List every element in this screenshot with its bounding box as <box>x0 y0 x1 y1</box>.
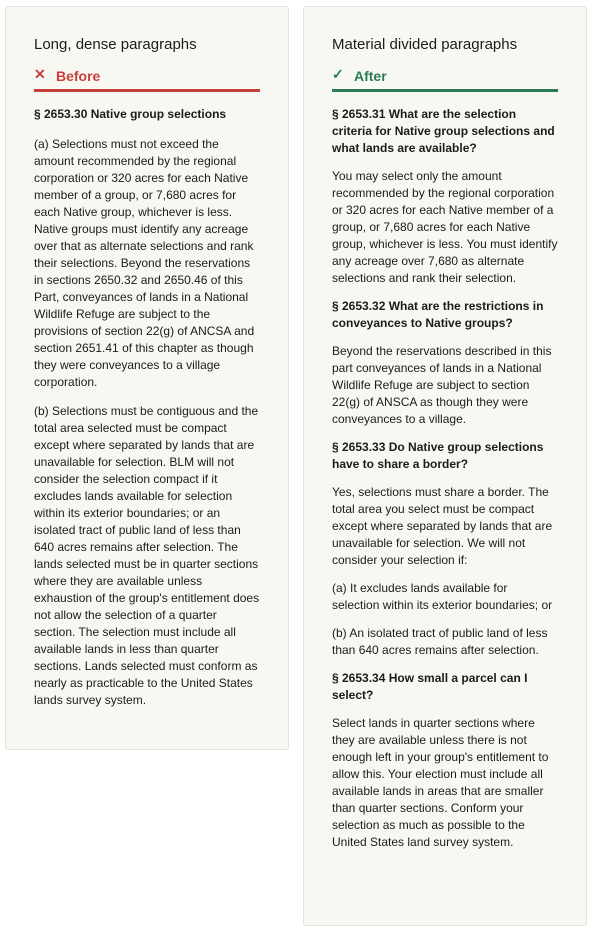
before-paragraph-a: (a) Selections must not exceed the amount recommended by the regional corporation or 320 acres for each Native member of a group, or 7,680 acres for each Native group, whichever is less. Native groups must identify any acreage over that as alternate selections and rank their selections. Beyond the reservations in sections 2650.32 and 2650.46 of this Part, conveyances of lands in a National Wildlife Refuge are subject to the provisions of section 22(g) of ANCSA and section 2651.41 of this chapter as though they were conveyances to a village corporation. <box>34 137 255 389</box>
after-status-label: After <box>354 68 387 84</box>
before-card-title: Long, dense paragraphs <box>34 36 197 53</box>
after-section-1-paragraph-1: You may select only the amount recommended by the regional corporation or 320 acres for each Native member of a group, or 7,680 acres for each Native group, whichever is less. You must identify any acreage over 7,680 as alternate selections and rank their selection. <box>332 169 558 285</box>
check-icon: ✓ <box>332 65 344 82</box>
before-paragraph-b: (b) Selections must be contiguous and the total area selected must be compact except where separated by lands that are unavailable for selection. BLM will not consider the selection compact if it excludes lands available for selection within its exterior boundaries; or an isolated tract of public land of less than 640 acres remains after selection. The lands selected must be in quarter sections where they are available unless exhaustion of the group's entitlement does not allow the selection of a quarter section. The selection must include all available lands in less than quarter sections. Lands selected must conform as nearly as practicable to the United States lands survey system. <box>34 404 260 707</box>
after-section-3-paragraph-3: (b) An isolated tract of public land of less than 640 acres remains after selection. <box>332 626 548 657</box>
after-section-heading-4: § 2653.34 How small a parcel can I select? <box>332 671 528 702</box>
before-section-heading: § 2653.30 Native group selections <box>34 107 227 121</box>
before-card <box>5 6 289 750</box>
after-card-title: Material divided paragraphs <box>332 36 518 53</box>
after-section-2-paragraph-1: Beyond the reservations described in this part conveyances of lands in a National Wildlife Refuge are subject to section 22(g) of ANSCA as though they were conveyances to a village. <box>332 344 552 426</box>
after-section-heading-1: § 2653.31 What are the selection criteria for Native group selections and what lands are available? <box>332 107 555 155</box>
after-card <box>303 6 587 926</box>
after-section-4-paragraph-1: Select lands in quarter sections where they are available unless there is not enough left in your group's entitlement to allow this. Your election must include all available lands in areas that are smaller than quarter sections. Conform your selection as much as possible to the United States land survey system. <box>332 716 549 849</box>
before-status-label: Before <box>56 68 101 84</box>
after-section-heading-2: § 2653.32 What are the restrictions in conveyances to Native groups? <box>332 299 544 330</box>
after-section-3-paragraph-1: Yes, selections must share a border. The total area you select must be compact except where separated by lands that are unavailable for selection. We will not consider your selection if: <box>332 485 553 567</box>
after-status <box>332 65 558 92</box>
after-section-3-paragraph-2: (a) It excludes lands available for selection within its exterior boundaries; or <box>332 581 553 612</box>
before-status <box>34 65 260 92</box>
after-section-heading-3: § 2653.33 Do Native group selections have to share a border? <box>332 440 544 471</box>
x-icon: ✕ <box>34 65 46 82</box>
